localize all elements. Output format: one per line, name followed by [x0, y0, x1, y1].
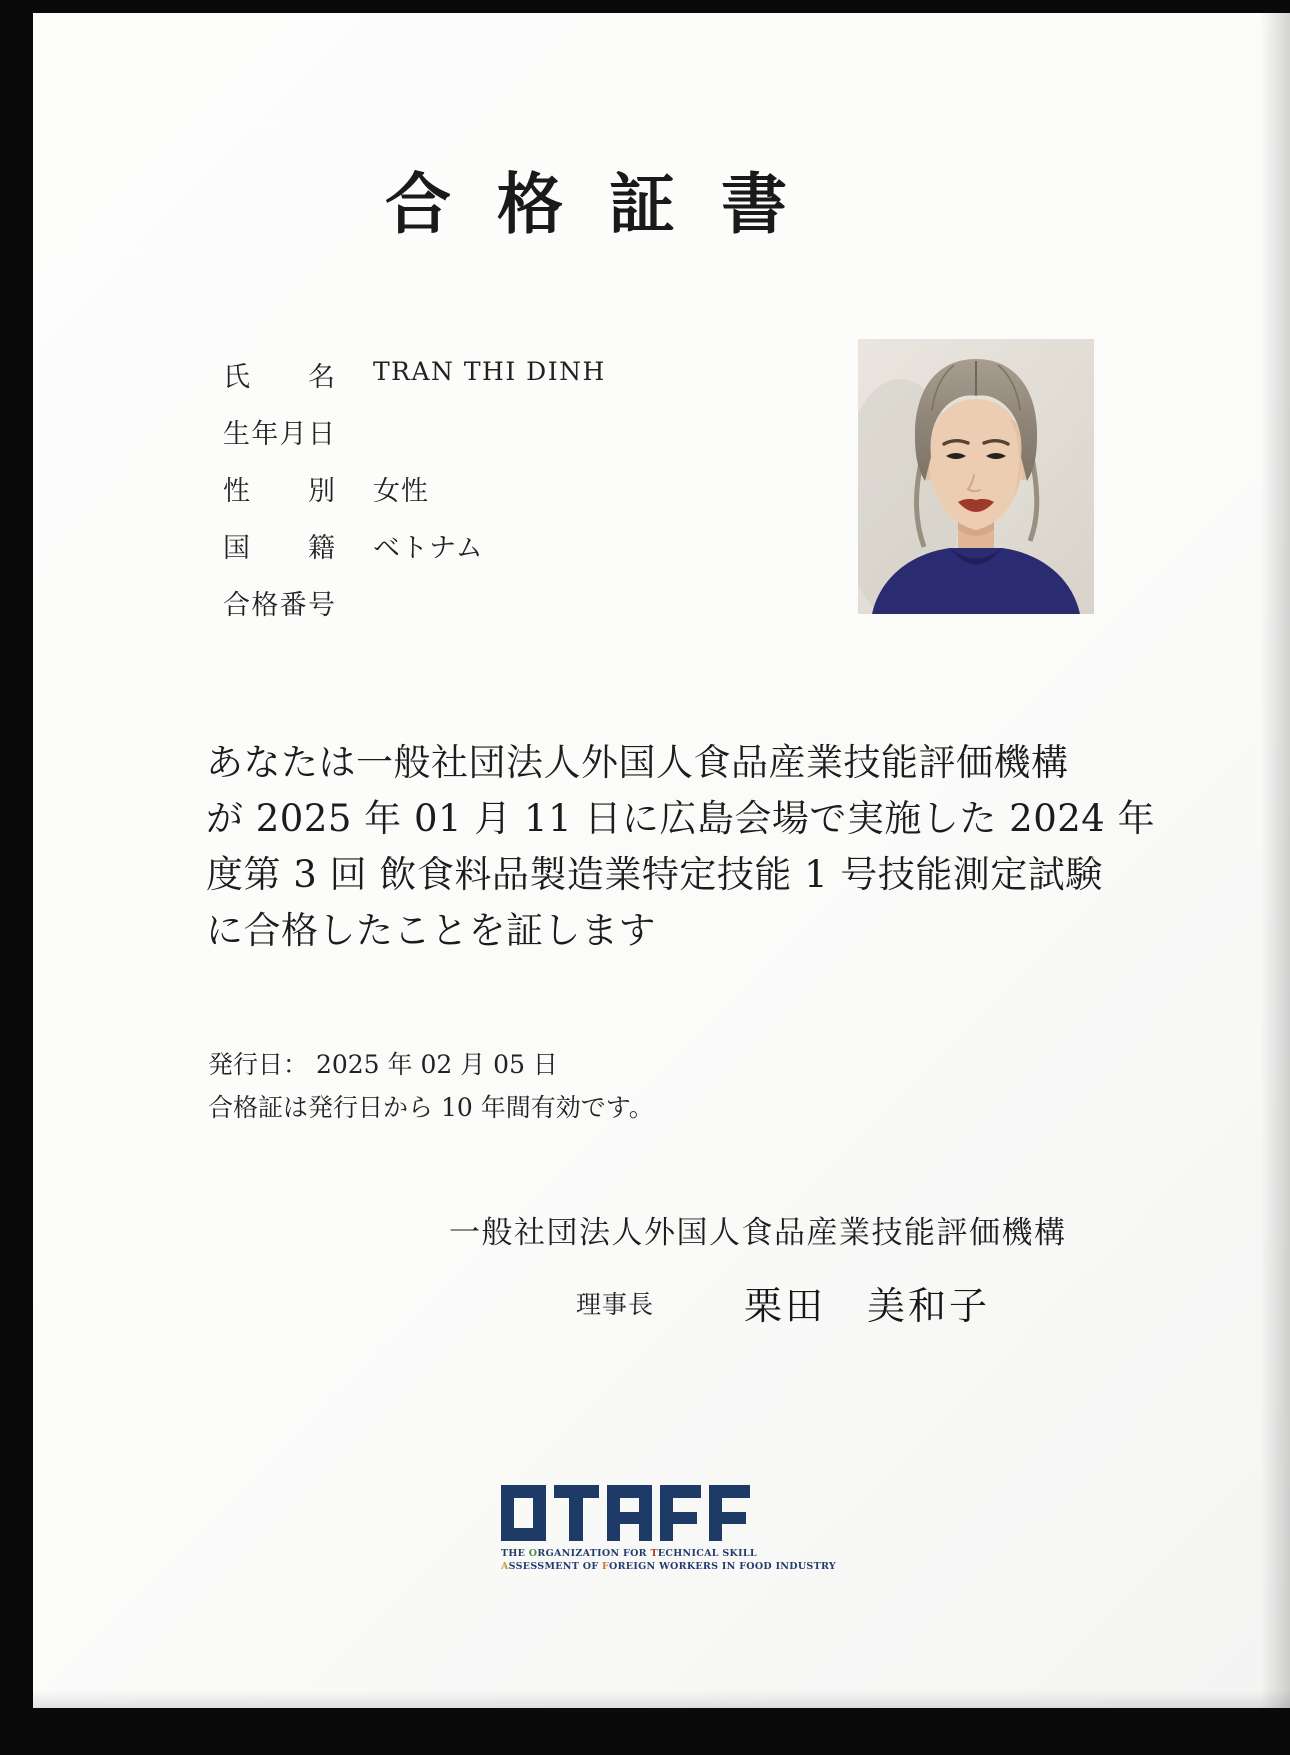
- otaff-tagline-line2: [501, 1560, 836, 1573]
- statement-line: あなたは一般社団法人外国人食品産業技能評価機構: [206, 741, 1069, 784]
- certificate-title: 合格証書: [385, 165, 833, 243]
- statement-line: 度第 3 回 飲食料品製造業特定技能 1 号技能測定試験: [206, 853, 1103, 896]
- signer-title: 理事長: [576, 1289, 655, 1319]
- info-row-name: [223, 355, 606, 412]
- tagline-segment: O: [528, 1548, 538, 1559]
- info-row-birthdate: [223, 412, 606, 469]
- info-value: TRAN THI DINH: [373, 357, 606, 386]
- certificate-page: [33, 13, 1290, 1708]
- issue-info: [208, 1043, 654, 1129]
- info-label: 性別: [223, 476, 335, 507]
- otaff-logo-letters: [501, 1485, 753, 1541]
- tagline-segment: ECHNICAL SKILL: [657, 1548, 757, 1559]
- info-value: 女性: [373, 476, 429, 507]
- tagline-segment: SSESSMENT OF: [508, 1561, 602, 1572]
- tagline-segment: A: [501, 1561, 509, 1572]
- info-row-gender: [223, 469, 606, 526]
- info-label: 生年月日: [223, 419, 335, 450]
- tagline-segment: THE: [501, 1548, 529, 1559]
- tagline-segment: T: [650, 1548, 658, 1559]
- info-label: 氏名: [223, 362, 335, 393]
- signature-row: [576, 1275, 990, 1330]
- otaff-tagline-line1: [501, 1547, 801, 1560]
- issue-date: 発行日： 2025 年 02 月 05 日: [208, 1050, 558, 1079]
- certification-statement: [206, 735, 1156, 959]
- otaff-tagline: [501, 1547, 836, 1573]
- info-row-certificate-number: [223, 583, 606, 640]
- statement-line: が 2025 年 01 月 11 日に広島会場で実施した 2024 年: [206, 797, 1156, 840]
- issuing-organization: 一般社団法人外国人食品産業技能評価機構: [449, 1215, 1067, 1251]
- id-photo: [858, 339, 1094, 614]
- info-label: 国籍: [223, 533, 335, 564]
- info-value: ベトナム: [373, 533, 484, 564]
- personal-info-section: [223, 355, 606, 640]
- tagline-segment: RGANIZATION FOR: [537, 1548, 651, 1559]
- tagline-segment: OREIGN WORKERS IN FOOD INDUSTRY: [609, 1561, 836, 1572]
- page-bottom-shadow: [33, 1690, 1290, 1708]
- otaff-logo: [501, 1485, 836, 1573]
- page-right-shadow: [1260, 13, 1290, 1708]
- tagline-segment: F: [601, 1561, 610, 1572]
- portrait-illustration: [858, 339, 1094, 614]
- signer-name: 栗田 美和子: [744, 1284, 991, 1328]
- info-row-nationality: [223, 526, 606, 583]
- info-label: 合格番号: [223, 590, 335, 621]
- statement-line: に合格したことを証します: [206, 909, 656, 952]
- validity-note: 合格証は発行日から 10 年間有効です。: [208, 1093, 654, 1122]
